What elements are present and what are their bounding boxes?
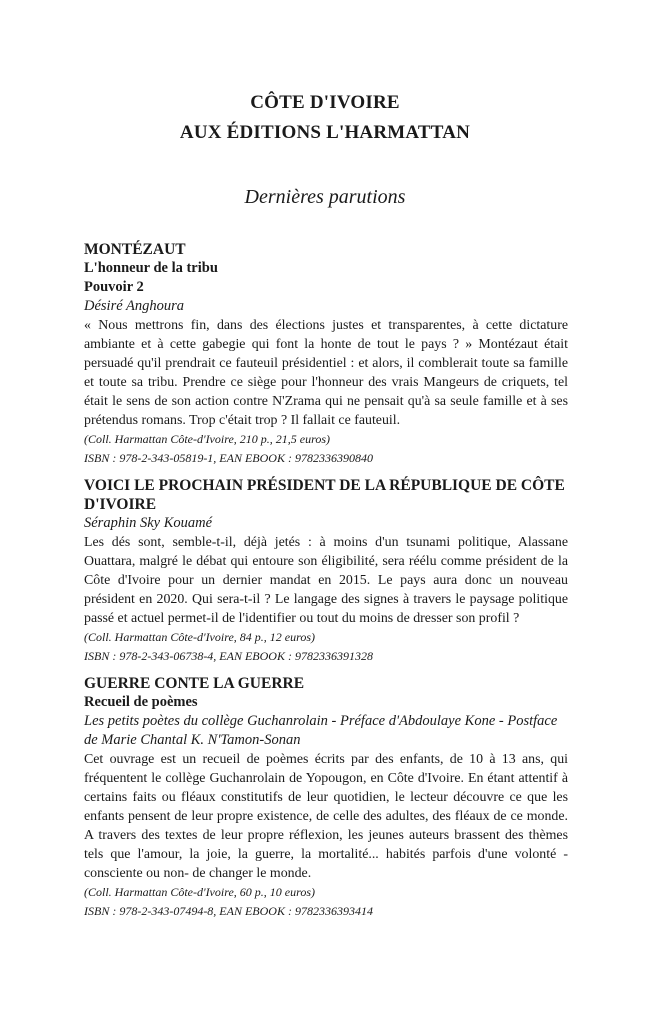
page-header xyxy=(0,88,650,148)
book-isbn: ISBN : 978-2-343-07494-8, EAN EBOOK : 9782336393414 xyxy=(84,904,373,918)
book-collection: (Coll. Harmattan Côte-d'Ivoire, 60 p., 10 euros) xyxy=(84,885,315,899)
book-entry xyxy=(84,240,568,468)
book-title: MONTÉZAUT xyxy=(84,241,186,258)
book-author: Les petits poètes du collège Guchanrolain - Préface d'Abdoulaye Kone - Postface de Marie Chantal K. N'Tamon-Sonan xyxy=(84,713,558,748)
book-isbn: ISBN : 978-2-343-06738-4, EAN EBOOK : 9782336391328 xyxy=(84,649,373,663)
book-subtitle: L'honneur de la tribu xyxy=(84,260,218,276)
header-line-1: CÔTE D'IVOIRE xyxy=(250,92,400,113)
book-title: VOICI LE PROCHAIN PRÉSIDENT DE LA RÉPUBLIQUE DE CÔTE D'IVOIRE xyxy=(84,477,565,513)
book-collection: (Coll. Harmattan Côte-d'Ivoire, 210 p., 21,5 euros) xyxy=(84,432,330,446)
book-description: « Nous mettrons fin, dans des élections justes et transparentes, à cette dictature ambiante et à cette gabegie qui font la honte de tout le pays ? » Montézaut était persuadé qu'il prendrait ce fauteuil présidentiel : et alors, il comblerait toute sa famille et toute sa tribu. Prendre ce siège pour l'honneur des vrais Mangeurs de criquets, tel était le sens de son action contre N'Zrama qui ne pensait qu'à sa seule famille et à ses prétendus romans. Trop c'était trop ? Il fallait ce fauteuil. xyxy=(84,318,568,428)
book-entry xyxy=(84,476,568,666)
book-title: GUERRE CONTE LA GUERRE xyxy=(84,675,305,692)
book-entry xyxy=(84,674,568,921)
book-subtitle: Recueil de poèmes xyxy=(84,694,198,710)
book-author: Séraphin Sky Kouamé xyxy=(84,515,213,531)
book-description: Cet ouvrage est un recueil de poèmes écrits par des enfants, de 10 à 13 ans, qui fréquentent le collège Guchanrolain de Yopougon, en Côte d'Ivoire. En étant attentif à certains faits ou fléaux constitutifs de leur quotidien, le lecteur découvre ce que les enfants pensent de leur propre existence, de celle des adultes, des fléaux de ce monde. A travers des textes de leur propre réflexion, les jeunes auteurs brassent des thèmes tels que l'amour, la joie, la guerre, la mortalité... habités parfois d'une volonté -consciente ou non- de changer le monde. xyxy=(84,752,568,881)
header-line-2: AUX ÉDITIONS L'HARMATTAN xyxy=(179,122,471,143)
book-author: Désiré Anghoura xyxy=(84,298,185,314)
page-subtitle: Dernières parutions xyxy=(244,186,406,208)
book-list xyxy=(84,240,568,929)
book-subtitle: Pouvoir 2 xyxy=(84,279,144,295)
book-description: Les dés sont, semble-t-il, déjà jetés : à moins d'un tsunami politique, Alassane Ouattara, malgré le débat qui entoure son éligibilité, sera réélu comme président de la Côte d'Ivoire pour un dernier mandat en 2015. Le pays aura donc un nouveau président en 2020. Qui sera-t-il ? Le langage des signes à travers le paysage politique passé et actuel permet-il de l'identifier ou tout du moins de dresser son profil ? xyxy=(84,535,568,626)
book-isbn: ISBN : 978-2-343-05819-1, EAN EBOOK : 9782336390840 xyxy=(84,451,373,465)
book-collection: (Coll. Harmattan Côte-d'Ivoire, 84 p., 12 euros) xyxy=(84,630,315,644)
